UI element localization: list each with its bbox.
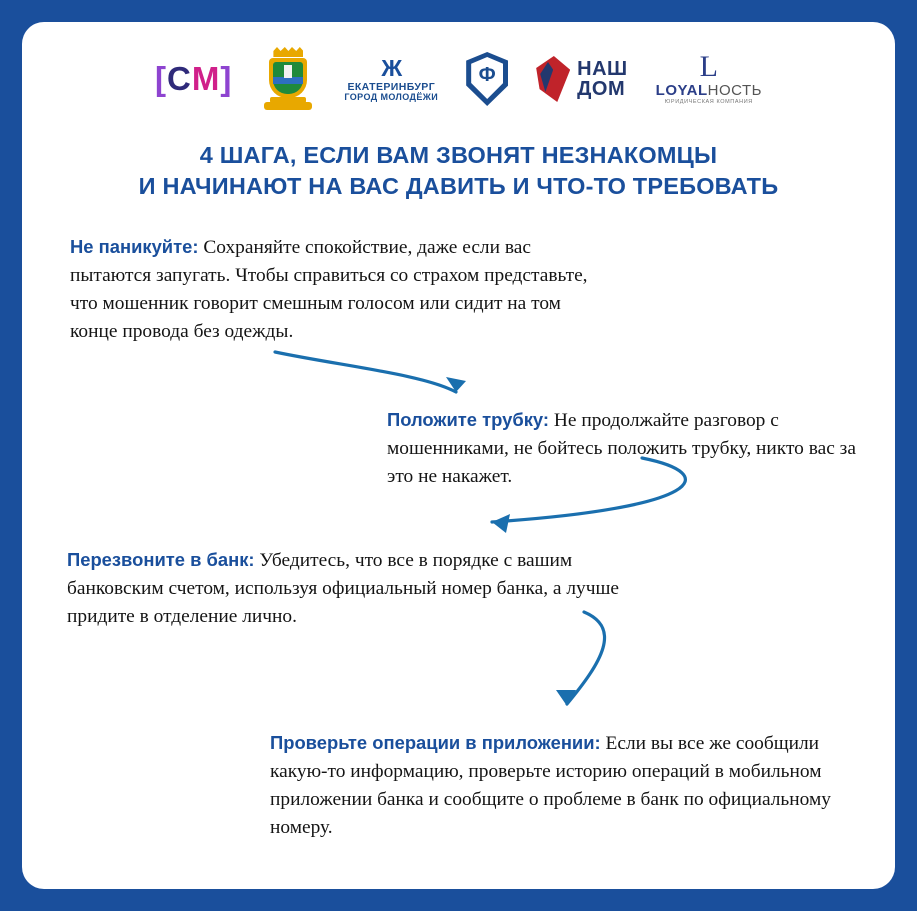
- youth-logo-line2: ГОРОД МОЛОДЁЖИ: [344, 91, 439, 102]
- step-4-title: Проверьте операции в приложении:: [270, 732, 601, 753]
- ekaterinburg-city-of-youth-logo: [344, 46, 438, 112]
- step-3-text: Убедитесь, что все в порядке с вашим банковским счетом, используя официальный номер банка, а лучше придите в отделение лично.: [67, 550, 620, 628]
- gem-icon: [536, 56, 570, 102]
- nash-dom-logo: [536, 46, 627, 112]
- step-1-title: Не паникуйте:: [70, 236, 199, 257]
- shield-badge-glyph: Ф: [478, 64, 496, 86]
- loyalnost-name-bold: LOYAL: [655, 82, 708, 100]
- arrow-2-head: [492, 514, 510, 533]
- sm-logo: [155, 46, 232, 112]
- page-title-line2: И НАЧИНАЮТ НА ВАС ДАВИТЬ И ЧТО-ТО ТРЕБОВАТЬ: [138, 172, 779, 199]
- step-3-title: Перезвоните в банк:: [67, 549, 255, 570]
- step-4-text: Если вы все же сообщили какую-то информацию, проверьте историю операций в мобильном приложении банка и сообщите о проблеме в банк по официальному номеру.: [270, 733, 831, 839]
- loyalnost-name-rest: НОСТЬ: [707, 82, 762, 100]
- arrow-3-head: [556, 690, 576, 706]
- page-title-line1: 4 ШАГА, ЕСЛИ ВАМ ЗВОНЯТ НЕЗНАКОМЦЫ: [199, 142, 718, 168]
- ekaterinburg-coat-of-arms: [260, 46, 316, 112]
- youth-logo-line1: ЕКАТЕРИНБУРГ: [347, 80, 436, 93]
- step-3: [67, 547, 627, 631]
- step-2-title: Положите трубку:: [387, 409, 550, 430]
- loyalnost-subtitle: ЮРИДИЧЕСКАЯ КОМПАНИЯ: [664, 99, 753, 106]
- step-2: [387, 407, 877, 491]
- sm-logo-text: [CM]: [155, 60, 233, 97]
- logo-strip: [22, 40, 895, 118]
- nash-dom-line2: ДОМ: [577, 78, 626, 100]
- step-1-text: Сохраняйте спокойствие, даже если вас пытаются запугать. Чтобы справиться со страхом представьте, что мошенник говорит смешным голосом или сидит на том конце провода без одежды.: [70, 237, 588, 343]
- youth-logo-mark: Ж: [381, 54, 402, 81]
- page-title: [62, 140, 855, 201]
- step-2-text: Не продолжайте разговор с мошенниками, не бойтесь положить трубку, никто вас за это не накажет.: [387, 410, 856, 488]
- nash-dom-line1: НАШ: [577, 58, 628, 80]
- step-4: [270, 730, 870, 843]
- step-1: [70, 234, 610, 347]
- poster-card: [22, 22, 895, 889]
- loyalnost-logo: [656, 46, 762, 112]
- crown-icon: [273, 47, 303, 57]
- shield-badge-logo: [466, 46, 508, 112]
- arrow-1-head: [446, 377, 466, 392]
- loyalnost-mark: L: [699, 50, 718, 84]
- arrow-1-path: [275, 352, 456, 392]
